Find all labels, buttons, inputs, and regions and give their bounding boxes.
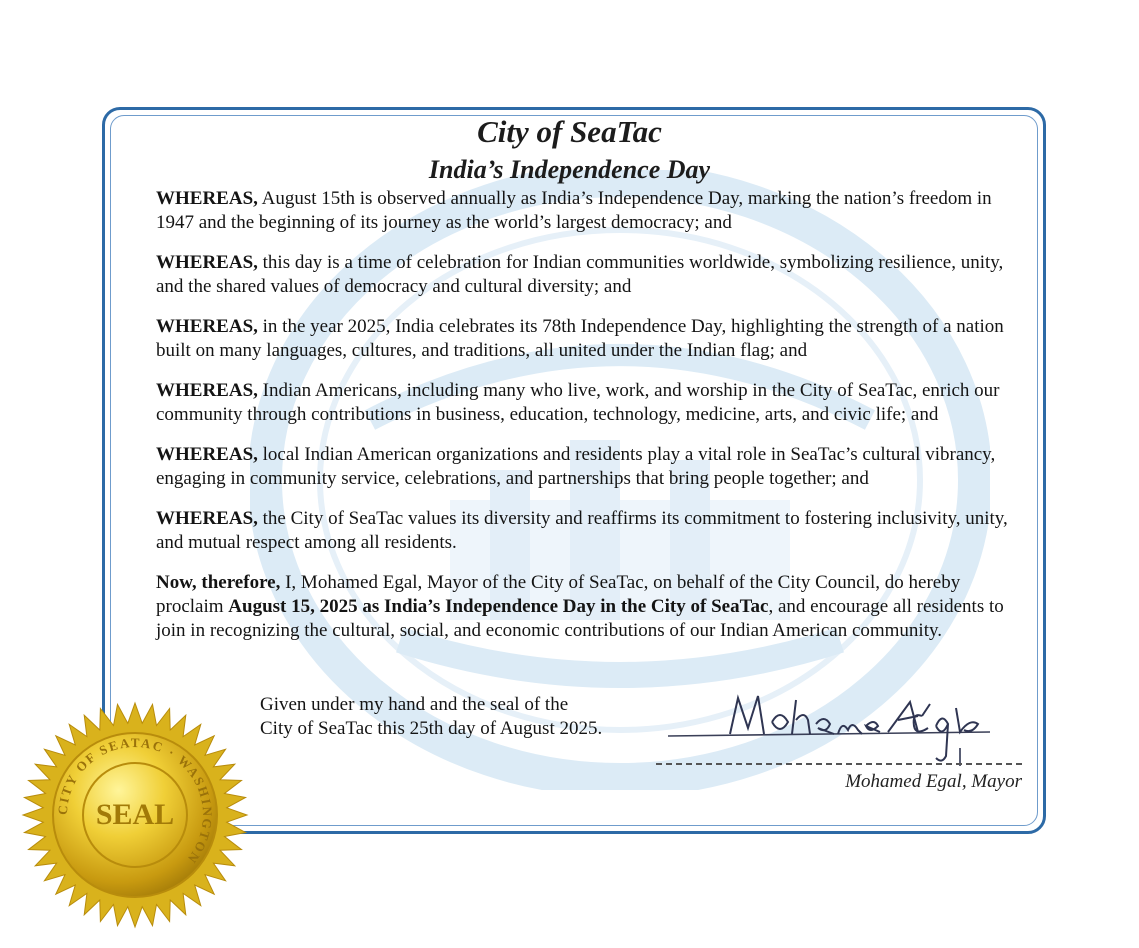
proclamation-lead: Now, therefore, <box>156 572 281 593</box>
gold-seal <box>20 700 250 930</box>
given-statement <box>260 693 602 741</box>
whereas-clause <box>156 379 1026 427</box>
proclamation-text-after: , and encourage all residents to join in recognizing the cultural, social, and economic contributions of our Indian American community. <box>156 596 1004 641</box>
clause-text: this day is a time of celebration for Indian communities worldwide, symbolizing resilience, unity, and the shared values of democracy and cultural diversity; and <box>156 252 1004 297</box>
whereas-clause <box>156 507 1026 555</box>
proclamation-emphasis: August 15, 2025 as India’s Independence Day in the City of SeaTac <box>228 596 769 617</box>
signatory-name: Mohamed Egal, Mayor <box>845 771 1022 792</box>
clause-lead: WHEREAS, <box>156 316 258 337</box>
document-title: City of SeaTac <box>477 114 662 149</box>
clause-text: local Indian American organizations and residents play a vital role in SeaTac’s cultural vibrancy, engaging in community service, celebrations, and partnerships that bring people together; and <box>156 444 996 489</box>
given-line-2: City of SeaTac this 25th day of August 2025. <box>260 718 603 739</box>
clause-text: in the year 2025, India celebrates its 78th Independence Day, highlighting the strength of a nation built on many languages, cultures, and traditions, all united under the Indian flag; and <box>156 316 1004 361</box>
seal-ring-text: CITY OF SEATAC · WASHINGTON <box>54 734 216 868</box>
document-subtitle: India’s Independence Day <box>428 155 711 184</box>
proclamation-body <box>156 187 1026 659</box>
clause-text: the City of SeaTac values its diversity and reaffirms its commitment to fostering inclusivity, unity, and mutual respect among all residents. <box>156 508 1008 553</box>
clause-lead: WHEREAS, <box>156 252 258 273</box>
signature-line <box>656 763 1022 765</box>
clause-lead: WHEREAS, <box>156 444 258 465</box>
proclamation-text-before: I, Mohamed Egal, Mayor of the City of SeaTac, on behalf of the City Council, do hereby proclaim <box>156 572 961 617</box>
clause-lead: WHEREAS, <box>156 508 258 529</box>
whereas-clause <box>156 187 1026 235</box>
proclamation-clause <box>156 571 1026 643</box>
whereas-clause <box>156 251 1026 299</box>
clause-lead: WHEREAS, <box>156 188 258 209</box>
seal-center-text: SEAL <box>95 798 175 831</box>
mayor-signature <box>660 686 1000 766</box>
given-line-1: Given under my hand and the seal of the <box>260 694 569 715</box>
whereas-clause <box>156 443 1026 491</box>
clause-text: August 15th is observed annually as India’s Independence Day, marking the nation’s freedom in 1947 and the beginning of its journey as the world’s largest democracy; and <box>156 188 992 233</box>
clause-text: Indian Americans, including many who live, work, and worship in the City of SeaTac, enrich our community through contributions in business, education, technology, medicine, arts, and civic life; and <box>156 380 1000 425</box>
clause-lead: WHEREAS, <box>156 380 258 401</box>
whereas-clause <box>156 315 1026 363</box>
